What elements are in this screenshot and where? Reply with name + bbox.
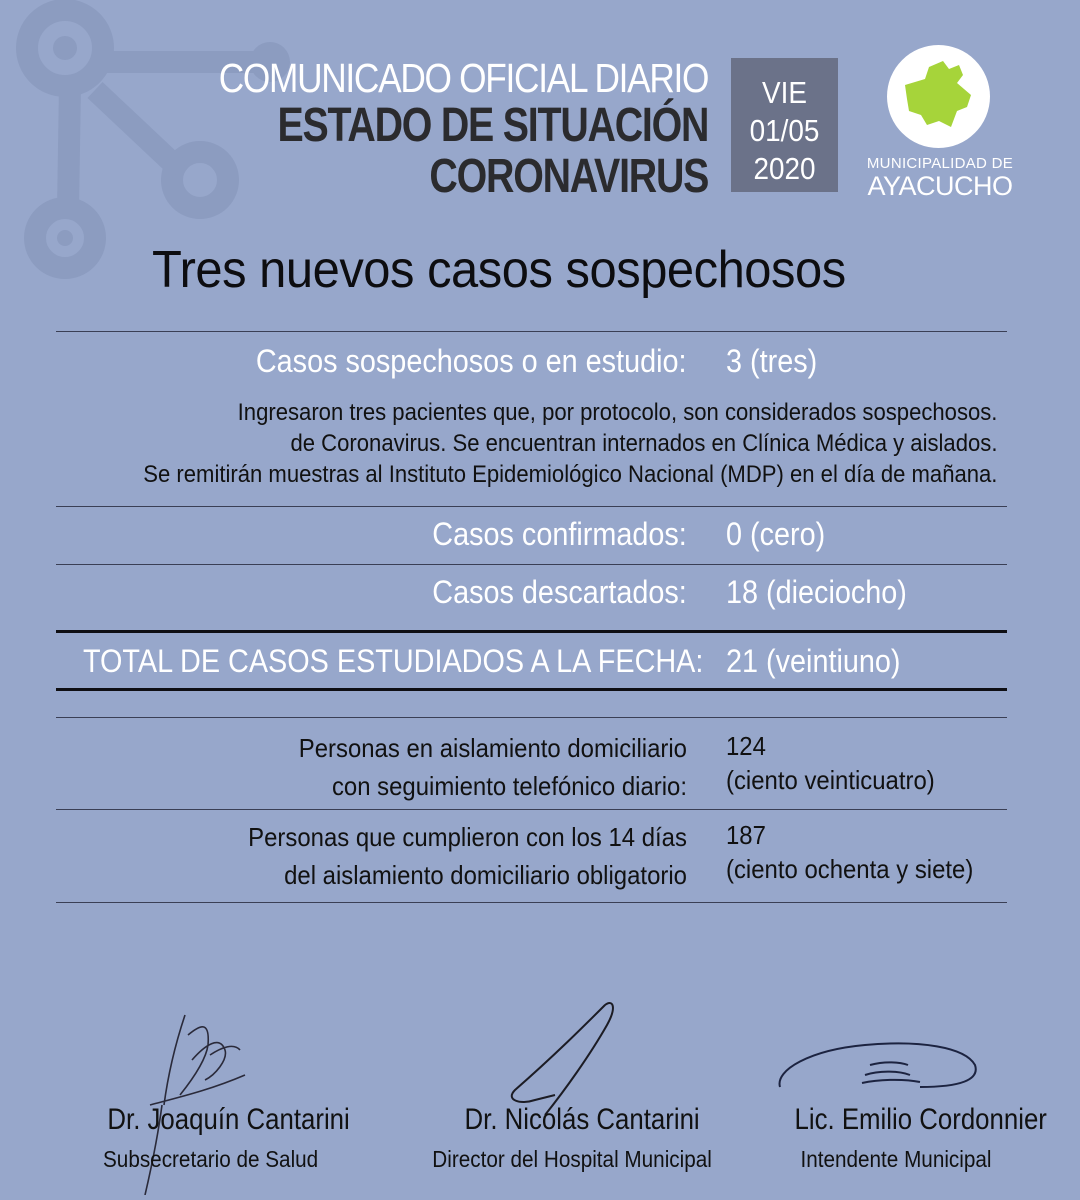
note-line: de Coronavirus. Se encuentran internados en Clínica Médica y aislados. xyxy=(290,430,997,457)
date-badge xyxy=(731,58,838,192)
suspected-label: Casos sospechosos o en estudio: xyxy=(256,343,687,379)
signatory-2-role: Director del Hospital Municipal xyxy=(432,1146,712,1172)
municipality-logo xyxy=(860,45,1020,205)
header-line-2: ESTADO DE SITUACIÓN xyxy=(277,99,708,152)
value-number: 187 xyxy=(726,820,766,850)
total-value: 21 (veintiuno) xyxy=(726,643,901,679)
label-line: Personas en aislamiento domiciliario xyxy=(298,733,687,763)
header-line-1: COMUNICADO OFICIAL DIARIO xyxy=(218,55,708,101)
discarded-label: Casos descartados: xyxy=(432,574,687,610)
total-label: TOTAL DE CASOS ESTUDIADOS A LA FECHA: xyxy=(82,643,703,679)
confirmed-label: Casos confirmados: xyxy=(432,516,687,552)
header-title xyxy=(139,55,708,203)
confirmed-value: 0 (cero) xyxy=(726,516,826,552)
signatory-3-role: Intendente Municipal xyxy=(800,1146,992,1172)
divider xyxy=(56,331,1007,332)
headline: Tres nuevos casos sospechosos xyxy=(152,241,846,299)
date-year: 2020 xyxy=(753,151,816,186)
value-words: (ciento ochenta y siete) xyxy=(726,854,974,884)
date-date: 01/05 xyxy=(749,113,820,148)
logo-subtitle: MUNICIPALIDAD DE xyxy=(866,155,1014,172)
value-number: 124 xyxy=(726,731,766,761)
note-line: Se remitirán muestras al Instituto Epidemiológico Nacional (MDP) en el día de mañana. xyxy=(142,461,997,488)
divider xyxy=(56,809,1007,810)
suspected-note xyxy=(143,397,997,490)
divider xyxy=(56,902,1007,903)
isolation-value xyxy=(726,729,935,797)
logo-circle xyxy=(887,45,990,148)
label-line: Personas que cumplieron con los 14 días xyxy=(248,822,687,852)
divider xyxy=(56,506,1007,507)
completed-label xyxy=(248,818,687,894)
divider-thick xyxy=(56,688,1007,691)
logo-name: AYACUCHO xyxy=(867,171,1013,201)
isolation-label xyxy=(299,729,687,805)
divider-thick xyxy=(56,630,1007,633)
note-line: Ingresaron tres pacientes que, por protocolo, son considerados sospechosos. xyxy=(237,399,997,426)
signatory-1-name: Dr. Joaquín Cantarini xyxy=(107,1103,350,1136)
signatory-2-name: Dr. Nicolás Cantarini xyxy=(464,1103,700,1136)
completed-value xyxy=(726,818,973,886)
signatory-1-role: Subsecretario de Salud xyxy=(103,1146,319,1172)
header-line-3: CORONAVIRUS xyxy=(429,150,708,203)
signature-3 xyxy=(770,1035,985,1095)
discarded-value: 18 (dieciocho) xyxy=(726,574,907,610)
value-words: (ciento veinticuatro) xyxy=(726,765,935,795)
date-day: VIE xyxy=(762,75,807,110)
divider xyxy=(56,717,1007,718)
label-line: del aislamiento domiciliario obligatorio xyxy=(284,860,687,890)
label-line: con seguimiento telefónico diario: xyxy=(331,771,687,801)
divider xyxy=(56,564,1007,565)
ayacucho-map-icon xyxy=(887,45,990,148)
signatory-3-name: Lic. Emilio Cordonnier xyxy=(794,1103,1047,1136)
suspected-value: 3 (tres) xyxy=(726,343,818,379)
